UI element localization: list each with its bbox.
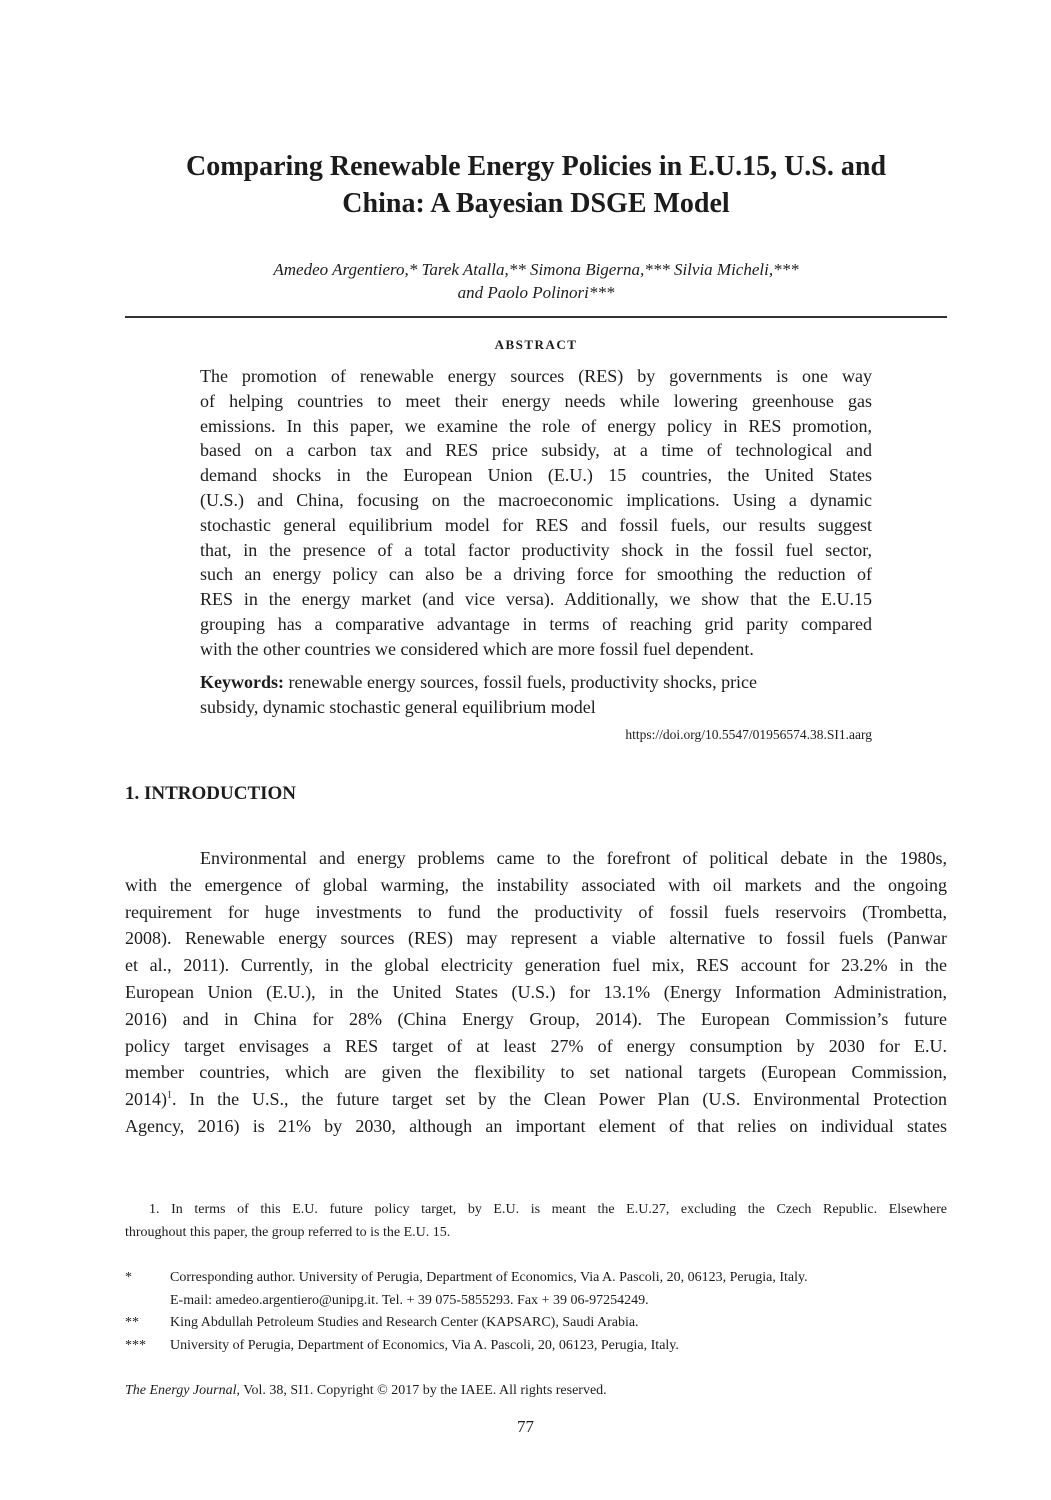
affiliation-line: King Abdullah Petroleum Studies and Research Center (KAPSARC), Saudi Arabia. [170, 1315, 639, 1330]
abstract-line: RES in the energy market (and vice versa). Additionally, we show that the E.U.15 [200, 589, 872, 610]
author-line: Amedeo Argentiero,* Tarek Atalla,** Simona Bigerna,*** Silvia Micheli,*** [273, 260, 799, 279]
abstract-line: with the other countries we considered which are more fossil fuel dependent. [200, 638, 754, 659]
paper-title [125, 148, 947, 222]
footnote-marker[interactable]: 1 [167, 1090, 172, 1102]
copyright-text: , Vol. 38, SI1. Copyright © 2017 by the IAEE. All rights reserved. [236, 1383, 607, 1398]
footnote-line: 1. In terms of this E.U. future policy target, by E.U. is meant the E.U.27, excluding the Czech Republic. Elsewhere [149, 1202, 947, 1217]
body-text: . In the U.S., the future target set by the Clean Power Plan (U.S. Environmental Protection [172, 1089, 947, 1110]
body-line [125, 1086, 947, 1113]
keywords-line [200, 670, 872, 695]
affiliation-mark: * [125, 1270, 132, 1285]
abstract-heading: ABSTRACT [494, 337, 578, 352]
introduction-text [125, 845, 947, 1140]
title-line: Comparing Renewable Energy Policies in E.U.15, U.S. and [185, 151, 887, 182]
header-divider [125, 316, 947, 318]
page-number: 77 [517, 1417, 534, 1436]
affiliation-mark: *** [125, 1337, 146, 1353]
body-text: 2014) [125, 1089, 167, 1110]
abstract-line: The promotion of renewable energy sources (RES) by governments is one way [200, 366, 872, 386]
body-line: et al., 2011). Currently, in the global electricity generation fuel mix, RES account for 23.2% in the [125, 955, 947, 976]
keywords-line: subsidy, dynamic stochastic general equilibrium model [200, 696, 596, 717]
keywords [200, 670, 872, 720]
author-line: and Paolo Polinori*** [457, 283, 615, 302]
affiliation-item [125, 1335, 947, 1358]
abstract-line: based on a carbon tax and RES price subsidy, at a time of technological and [200, 440, 872, 461]
author-list [125, 258, 947, 304]
keywords-text: renewable energy sources, fossil fuels, productivity shocks, price [284, 672, 758, 692]
body-line: requirement for huge investments to fund the productivity of fossil fuels reservoirs (Trombetta, [125, 901, 947, 922]
body-line: Environmental and energy problems came to the forefront of political debate in the 1980s, [200, 848, 947, 868]
footnote [125, 1199, 947, 1244]
affiliation-line: Corresponding author. University of Perugia, Department of Economics, Via A. Pascoli, 20, 06123, Perugia, Italy. [170, 1270, 808, 1285]
doi-link[interactable]: https://doi.org/10.5547/01956574.38.SI1.aarg [625, 727, 872, 742]
abstract-line: (U.S.) and China, focusing on the macroeconomic implications. Using a dynamic [200, 489, 872, 510]
body-line: policy target envisages a RES target of at least 27% of energy consumption by 2030 for E.U. [125, 1035, 947, 1056]
body-line: Agency, 2016) is 21% by 2030, although an important element of that relies on individual states [125, 1115, 947, 1136]
affiliation-line: University of Perugia, Department of Economics, Via A. Pascoli, 20, 06123, Perugia, Italy. [170, 1337, 679, 1353]
abstract-line: that, in the presence of a total factor productivity shock in the fossil fuel sector, [200, 539, 872, 560]
copyright-notice [125, 1383, 607, 1399]
abstract-line: demand shocks in the European Union (E.U.) 15 countries, the United States [200, 465, 872, 486]
abstract-line: emissions. In this paper, we examine the role of energy policy in RES promotion, [200, 415, 872, 436]
title-line: China: A Bayesian DSGE Model [342, 188, 730, 219]
section-heading: 1. INTRODUCTION [125, 783, 297, 804]
body-line: 2008). Renewable energy sources (RES) may represent a viable alternative to fossil fuels (Panwar [125, 928, 947, 949]
body-line: with the emergence of global warming, the instability associated with oil markets and the ongoing [125, 874, 947, 895]
keywords-label: Keywords: [200, 672, 284, 692]
body-line: European Union (E.U.), in the United States (U.S.) for 13.1% (Energy Information Administration, [125, 981, 947, 1002]
affiliation-item [125, 1267, 947, 1312]
affiliations [125, 1267, 947, 1357]
abstract-line: grouping has a comparative advantage in terms of reaching grid parity compared [200, 613, 872, 634]
affiliation-line: E-mail: amedeo.argentiero@unipg.it. Tel. + 39 075-5855293. Fax + 39 06-97254249. [170, 1292, 649, 1308]
journal-name: The Energy Journal [125, 1383, 237, 1398]
affiliation-item [125, 1312, 947, 1335]
body-line: 2016) and in China for 28% (China Energy Group, 2014). The European Commission’s future [125, 1008, 947, 1029]
body-line: member countries, which are given the flexibility to set national targets (European Commission, [125, 1062, 947, 1083]
abstract-line: of helping countries to meet their energy needs while lowering greenhouse gas [200, 390, 872, 411]
abstract-text [200, 364, 872, 662]
abstract-line: stochastic general equilibrium model for RES and fossil fuels, our results suggest [200, 514, 872, 535]
footnote-line: throughout this paper, the group referred to is the E.U. 15. [125, 1224, 451, 1240]
abstract-line: such an energy policy can also be a driving force for smoothing the reduction of [200, 564, 872, 585]
affiliation-mark: ** [125, 1315, 139, 1330]
